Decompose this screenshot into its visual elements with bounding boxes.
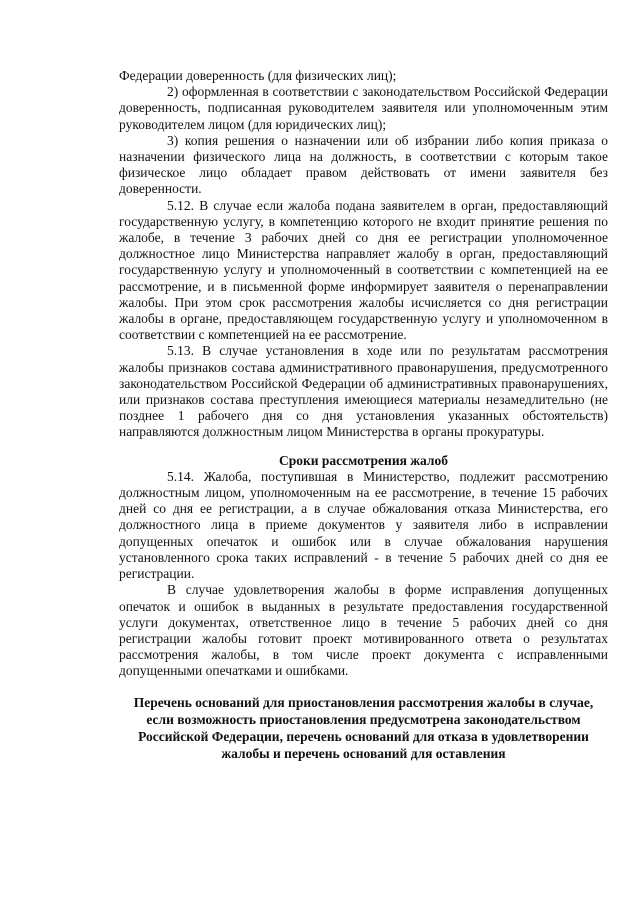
- paragraph-5-12: 5.12. В случае если жалоба подана заявителем в орган, предоставляющий государственную услугу, в компетенцию которого не входит принятие решения по жалобе, в течение 3 рабочих дней со дня ее регистрации уполномоченное должностное лицо Министерства направляет жалобу в орган, предоставляющий государственную услугу и уполномоченный в соответствии с компетенцией на ее рассмотрение, и в письменной форме информирует заявителя о перенаправлении жалобы. При этом срок рассмотрения жалобы исчисляется со дня регистрации жалобы в органе, предоставляющем государственную услугу и уполномоченном в соответствии с компетенцией на ее рассмотрение.: [119, 197, 608, 343]
- paragraph-correction-case: В случае удовлетворения жалобы в форме исправления допущенных опечаток и ошибок в выданных в результате предоставления государственной услуги документах, ответственное лицо в течение 5 рабочих дней со дня регистрации жалобы готовит проект мотивированного ответа о результатах рассмотрения жалобы, в том числе проект документа с исправленными допущенными опечатками и ошибками.: [119, 582, 608, 679]
- paragraph-item-2: 2) оформленная в соответствии с законодательством Российской Федерации доверенность, подписанная руководителем заявителя или уполномоченным этим руководителем лицом (для юридических лиц);: [119, 84, 608, 132]
- paragraph-item-3: 3) копия решения о назначении или об избрании либо копия приказа о назначении физического лица на должность, в соответствии с которым такое физическое лицо обладает правом действовать от имени заявителя без доверенности.: [119, 132, 608, 197]
- paragraph-5-13: 5.13. В случае установления в ходе или по результатам рассмотрения жалобы признаков состава административного правонарушения, предусмотренного законодательством Российской Федерации об административных правонарушениях, или признаков состава преступления имеющиеся материалы незамедлительно (не позднее 1 рабочего дня со дня установления указанных обстоятельств) направляются должностным лицом Министерства в органы прокуратуры.: [119, 343, 608, 440]
- section-heading-terms: Сроки рассмотрения жалоб: [278, 452, 449, 468]
- section-heading-grounds: Перечень оснований для приостановления рассмотрения жалобы в случае, если возможность приостановления предусмотрена законодательством Российской Федерации, перечень оснований для отказа в удовлетворении жалобы и перечень оснований для оставления: [133, 694, 594, 761]
- document-body: [119, 68, 608, 762]
- paragraph-5-14: 5.14. Жалоба, поступившая в Министерство, подлежит рассмотрению должностным лицом, уполномоченным на ее рассмотрение, в течение 15 рабочих дней со дня ее регистрации, а в случае обжалования отказа Министерства, его должностного лица в приеме документов у заявителя либо в исправлении допущенных опечаток и ошибок или в случае обжалования нарушения установленного срока таких исправлений - в течение 5 рабочих дней со дня ее регистрации.: [119, 468, 608, 582]
- paragraph-continuation: Федерации доверенность (для физических лиц);: [119, 68, 397, 83]
